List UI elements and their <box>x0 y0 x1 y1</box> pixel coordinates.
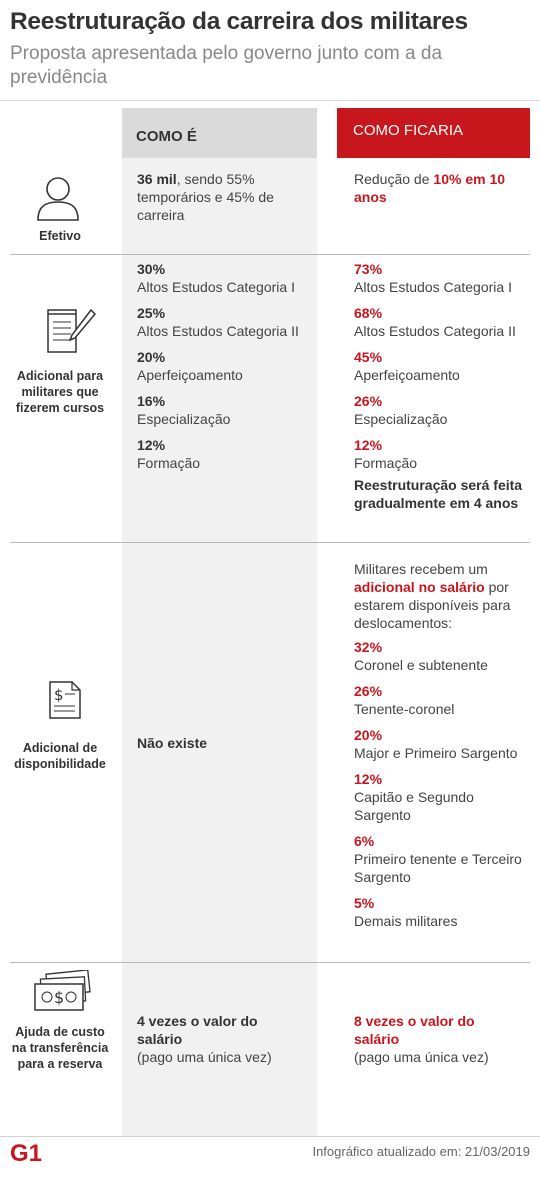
list-item <box>354 770 524 824</box>
disponibilidade-intro <box>354 560 529 632</box>
row-label-cursos: Adicional para militares que fizerem cursos <box>15 369 105 415</box>
list-item-description: Coronel e subtenente <box>354 657 488 673</box>
list-item-description: Formação <box>354 455 418 471</box>
row-divider <box>10 542 530 543</box>
disponibilidade-intro-highlight: adicional no salário <box>354 579 485 595</box>
cursos-gradual-note: Reestruturação será feita gradualmente em 4 anos <box>354 477 523 511</box>
update-timestamp: Infográfico atualizado em: 21/03/2019 <box>312 1144 530 1159</box>
cursos-current-list <box>137 260 327 480</box>
list-item <box>137 260 327 296</box>
efetivo-current-count: 36 mil <box>137 171 177 187</box>
list-item <box>354 392 540 428</box>
ajuda-proposed: 8 vezes o valor do salário <box>354 1013 475 1047</box>
list-item-percentage: 5% <box>354 895 375 911</box>
row-divider <box>10 254 530 255</box>
row-divider <box>10 962 530 963</box>
disponibilidade-intro-before: Militares recebem um <box>354 561 488 577</box>
efetivo-current <box>137 170 307 224</box>
disponibilidade-current: Não existe <box>137 735 208 751</box>
list-item <box>354 894 524 930</box>
g1-logo: G1 <box>10 1140 43 1167</box>
efetivo-proposed-highlight: 10% em 10 anos <box>354 171 506 205</box>
list-item-percentage: 16% <box>137 393 166 409</box>
current-column-header-label: COMO É <box>136 128 197 145</box>
list-item <box>354 436 540 472</box>
list-item <box>354 304 540 340</box>
list-item-percentage: 30% <box>137 261 166 277</box>
list-item-description: Aperfeiçoamento <box>354 367 460 383</box>
list-item-percentage: 68% <box>354 305 383 321</box>
list-item-percentage: 12% <box>354 771 383 787</box>
list-item-description: Aperfeiçoamento <box>137 367 243 383</box>
current-column-header <box>122 108 317 158</box>
list-item <box>137 304 327 340</box>
disponibilidade-intro-after: por estarem disponíveis para deslocamentos: <box>354 579 511 631</box>
list-item-percentage: 45% <box>354 349 383 365</box>
list-item <box>354 682 524 718</box>
list-item-description: Capitão e Segundo Sargento <box>354 789 474 823</box>
list-item-percentage: 26% <box>354 393 383 409</box>
list-item <box>354 260 540 296</box>
list-item <box>354 348 540 384</box>
row-label-efetivo: Efetivo <box>39 229 81 243</box>
efetivo-proposed <box>354 170 524 206</box>
ajuda-proposed-note: (pago uma única vez) <box>354 1049 489 1065</box>
page-subtitle: Proposta apresentada pelo governo junto com a da previdência <box>10 43 443 88</box>
list-item-percentage: 12% <box>137 437 166 453</box>
ajuda-current: 4 vezes o valor do salário <box>137 1013 258 1047</box>
list-item-percentage: 12% <box>354 437 383 453</box>
list-item-percentage: 6% <box>354 833 375 849</box>
list-item <box>354 638 524 674</box>
list-item-description: Primeiro tenente e Terceiro Sargento <box>354 851 522 885</box>
page-title: Reestruturação da carreira dos militares <box>10 8 468 35</box>
header-divider <box>0 100 540 101</box>
proposed-column-header-label: COMO FICARIA <box>353 122 464 139</box>
list-item <box>137 392 327 428</box>
efetivo-current-detail: , sendo 55% temporários e 45% de carreira <box>137 171 274 223</box>
list-item-percentage: 32% <box>354 639 383 655</box>
notepad-pencil-icon <box>45 306 99 361</box>
svg-text:$: $ <box>54 988 65 1007</box>
footer-divider <box>0 1136 540 1137</box>
list-item-percentage: 20% <box>137 349 166 365</box>
list-item <box>137 436 327 472</box>
list-item-percentage: 20% <box>354 727 383 743</box>
list-item-description: Tenente-coronel <box>354 701 455 717</box>
list-item-description: Altos Estudos Categoria II <box>137 323 299 339</box>
person-icon <box>36 176 80 227</box>
row-label-disponibilidade: Adicional de disponibilidade <box>14 741 106 771</box>
proposed-column-header <box>337 108 530 158</box>
cursos-proposed-list <box>354 260 540 480</box>
list-item-percentage: 73% <box>354 261 383 277</box>
list-item <box>137 348 327 384</box>
list-item-percentage: 25% <box>137 305 166 321</box>
list-item-description: Especialização <box>354 411 448 427</box>
row-label-ajuda: Ajuda de custo na transferência para a reserva <box>11 1025 109 1071</box>
document-dollar-icon <box>48 680 82 725</box>
list-item-description: Formação <box>137 455 201 471</box>
list-item-description: Altos Estudos Categoria I <box>137 279 295 295</box>
list-item-description: Demais militares <box>354 913 458 929</box>
list-item <box>354 726 524 762</box>
list-item-description: Altos Estudos Categoria I <box>354 279 512 295</box>
list-item <box>354 832 524 886</box>
list-item-description: Especialização <box>137 411 231 427</box>
svg-text:$: $ <box>54 686 64 704</box>
list-item-percentage: 26% <box>354 683 383 699</box>
list-item-description: Major e Primeiro Sargento <box>354 745 518 761</box>
list-item-description: Altos Estudos Categoria II <box>354 323 516 339</box>
disponibilidade-proposed-list <box>354 638 524 938</box>
money-bills-icon <box>33 970 91 1019</box>
efetivo-proposed-prefix: Redução de <box>354 171 434 187</box>
ajuda-current-note: (pago uma única vez) <box>137 1049 272 1065</box>
